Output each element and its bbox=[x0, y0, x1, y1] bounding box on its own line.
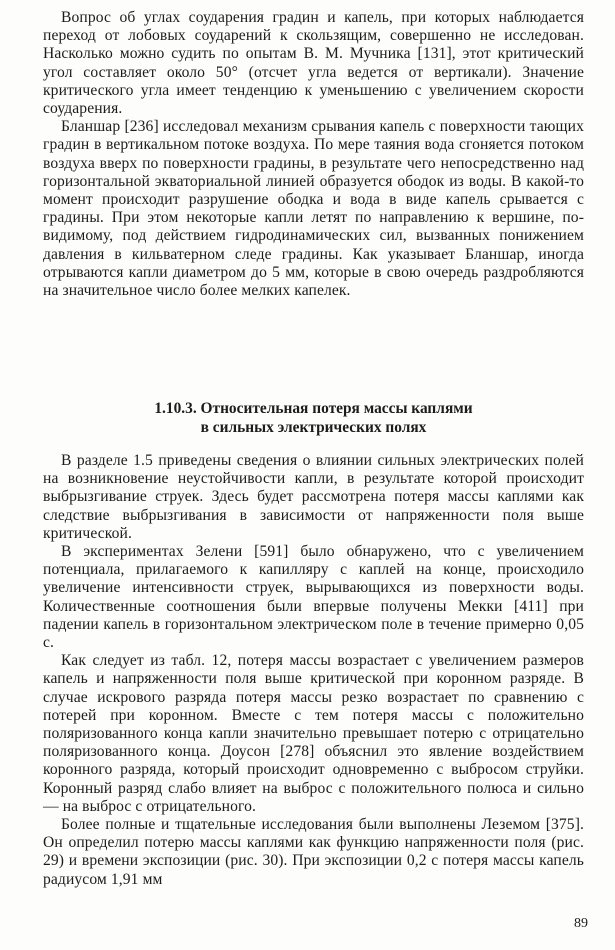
page-number: 89 bbox=[574, 916, 588, 931]
section-heading-line2: в сильных электрических полях bbox=[200, 418, 427, 436]
paragraph: В разделе 1.5 приведены сведения о влиянии сильных электрических полей на возникновение неустойчивости капли, в результате которой происходит выбрызгивание струек. Здесь будет рассмотрена потеря массы каплями как следствие выбрызгивания в зависимости от напряженности поля выше критической. bbox=[43, 452, 584, 542]
paragraph: Бланшар [236] исследовал механизм срывания капель с поверхности тающих градин в вертикальном потоке воздуха. По мере таяния вода сгоняется потоком воздуха вверх по поверхности градины, в результате чего непосредственно над горизонтальной экваториальной линией образуется ободок из воды. В какой-то момент происходит разрушение ободка и вода в виде капель срывается с градины. При этом некоторые капли летят по направлению к вершине, по-видимому, под действием гидродинамических сил, вызванных понижением давления в кильватерном следе градины. Как указывает Бланшар, иногда отрываются капли диаметром до 5 мм, которые в свою очередь раздробляются на значительное число более мелких капелек. bbox=[43, 118, 584, 300]
paragraph: В экспериментах Зелени [591] было обнаружено, что с увеличением потенциала, прилагаемого к капилляру с каплей на конце, происходило увеличение интенсивности струек, вырывающихся из поверхности воды. Количественные соотношения были впервые получены Мекки [411] при падении капель в горизонтальном электрическом поле в течение примерно 0,05 с. bbox=[43, 543, 584, 652]
paragraph: Более полные и тщательные исследования были выполнены Леземом [375]. Он определил потерю массы каплями как функцию напряженности поля (рис. 29) и времени экспозиции (рис. 30). При экспозиции 0,2 с потеря массы капель радиусом 1,91 мм bbox=[43, 816, 584, 888]
section-heading bbox=[43, 400, 584, 437]
paragraph: Вопрос об углах соударения градин и капель, при которых наблюдается переход от лобовых соударений к скользящим, совершенно не исследован. Насколько можно судить по опытам В. М. Мучника [131], этот критический угол составляет около 50° (отсчет угла ведется от вертикали). Значение критического угла имеет тенденцию к уменьшению с увеличением скорости соударения. bbox=[43, 9, 584, 118]
paragraph: Как следует из табл. 12, потеря массы возрастает с увеличением размеров капель и напряженности поля выше критической при коронном разряде. В случае искрового разряда потеря массы резко возрастает по сравнению с потерей при коронном. Вместе с тем потеря массы с положительно поляризованного конца капли значительно превышает потерю с отрицательно поляризованного конца. Доусон [278] объяснил это явление воздействием коронного разряда, который происходит одновременно с выбросом струйки. Коронный разряд слабо влияет на выброс с положительного полюса и сильно — на выброс с отрицательного. bbox=[43, 652, 584, 815]
body-text-bottom bbox=[43, 452, 584, 889]
body-text-top bbox=[43, 9, 584, 300]
section-heading-line1: 1.10.3. Относительная потеря массы каплями bbox=[154, 400, 473, 417]
